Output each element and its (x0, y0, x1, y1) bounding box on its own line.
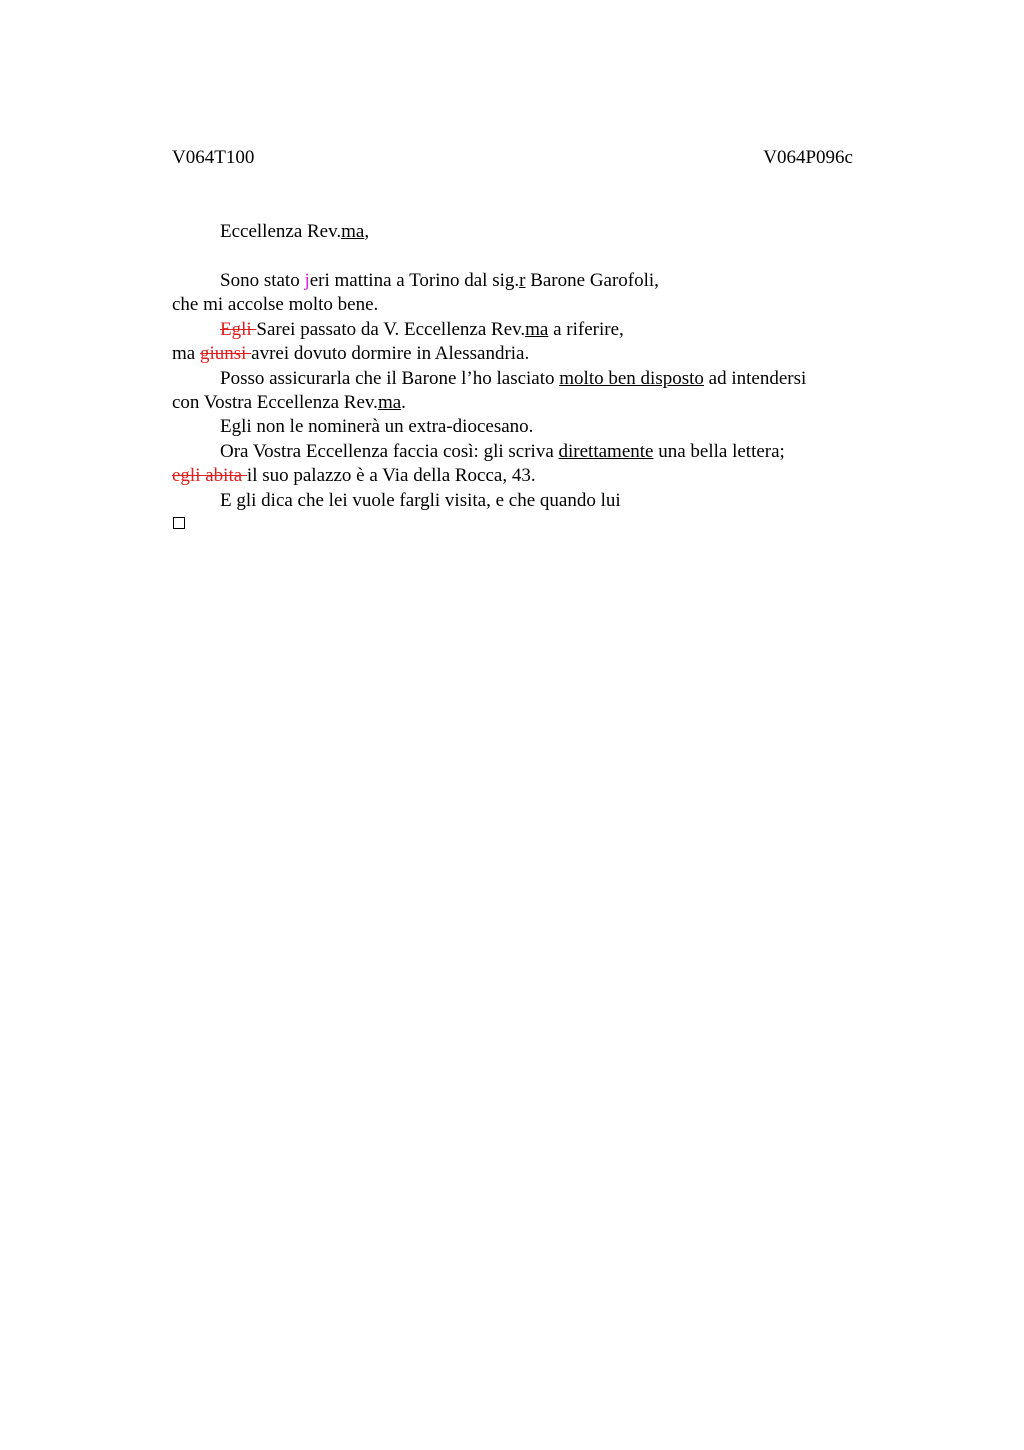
abbreviation-superscript: ma (341, 221, 365, 242)
letter-line-2: che mi accolse molto bene. (172, 294, 379, 315)
text-segment: una bella lettera; (653, 441, 785, 462)
text-segment: eri mattina a Torino dal sig. (309, 270, 520, 291)
text-segment: con Vostra Eccellenza Rev. (172, 392, 378, 413)
deleted-text: giunsi (199, 343, 252, 364)
letter-line-6 (172, 391, 406, 415)
deleted-text: egli abita (172, 465, 247, 486)
text-segment: Ora Vostra Eccellenza faccia così: gli scriva (220, 441, 559, 462)
text-segment: . (401, 392, 406, 413)
page-break-box-icon (173, 517, 185, 529)
abbreviation-superscript: ma (525, 319, 549, 340)
letter-line-7: Egli non le nominerà un extra-diocesano. (220, 416, 534, 437)
salutation-text: Eccellenza Rev. (220, 221, 342, 242)
document-code-left: V064T100 (172, 147, 255, 168)
letter-line-10: E gli dica che lei vuole fargli visita, e che quando lui (220, 490, 621, 511)
text-segment: Barone Garofoli, (525, 270, 659, 291)
text-segment: Sono stato (220, 270, 305, 291)
salutation-punctuation: , (364, 221, 370, 242)
abbreviation-superscript: r (519, 270, 526, 291)
letter-line-1 (220, 269, 659, 293)
inserted-letter: j (304, 270, 310, 291)
abbreviation-superscript: ma (377, 392, 402, 413)
text-segment: il suo palazzo è a Via della Rocca, 43. (246, 465, 536, 486)
text-segment: ad intendersi (703, 368, 807, 389)
document-code-right: V064P096c (763, 147, 853, 168)
underlined-text: direttamente (558, 441, 654, 462)
text-segment: avrei dovuto dormire in Alessandria. (251, 343, 530, 364)
deleted-text: Egli (220, 319, 257, 340)
letter-line-5 (220, 367, 806, 391)
text-segment: ma (172, 343, 200, 364)
salutation (220, 220, 369, 244)
text-segment: a riferire, (548, 319, 624, 340)
letter-line-9 (172, 464, 536, 488)
text-segment: Sarei passato da V. Eccellenza Rev. (256, 319, 526, 340)
underlined-text: molto ben disposto (559, 368, 704, 389)
letter-line-4 (172, 342, 529, 366)
letter-line-8 (220, 440, 785, 464)
letter-line-3 (220, 318, 624, 342)
text-segment: Posso assicurarla che il Barone l’ho lasciato (220, 368, 560, 389)
